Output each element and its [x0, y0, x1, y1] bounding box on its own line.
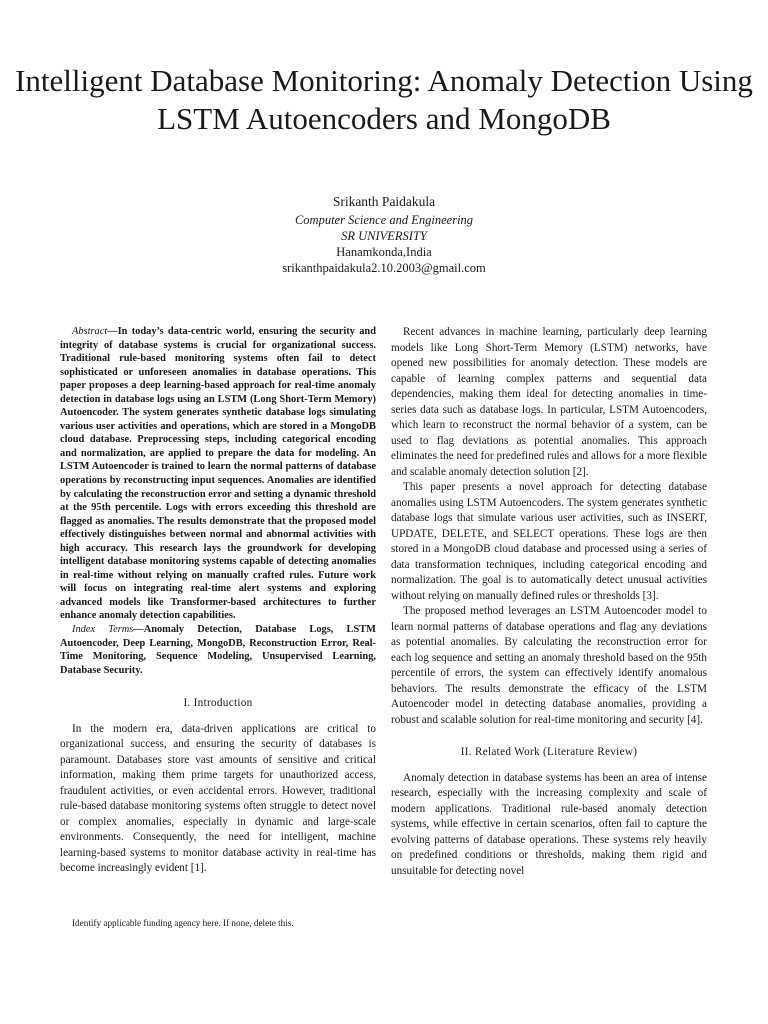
index-terms	[60, 623, 376, 677]
paper-title: Intelligent Database Monitoring: Anomaly Detection Using LSTM Autoencoders and MongoDB	[15, 63, 753, 136]
author-department: Computer Science and Engineering	[294, 213, 474, 227]
author-location: Hanamkonda,India	[336, 245, 432, 259]
abstract-label: Abstract	[72, 326, 108, 337]
index-terms-label: Index Terms	[72, 624, 134, 636]
introduction-paragraph-2: Recent advances in machine learning, particularly deep learning models like Long Short-Term Memory (LSTM) networks, have opened new possibilities for anomaly detection. These models are capable of learning complex patterns and sequential data dependencies, making them ideal for detecting anomalies in time-series data such as database logs. In particular, LSTM Autoencoders, which learn to reconstruct the normal behavior of a system, can be used to flag deviations as potential anomalies. This approach eliminates the need for predefined rules and allows for a more flexible and scalable anomaly detection solution [2].	[391, 326, 707, 478]
left-column	[60, 325, 376, 877]
author-email: srikanthpaidakula2.10.2003@gmail.com	[282, 261, 486, 275]
introduction-paragraph-3: This paper presents a novel approach for detecting database anomalies using LSTM Autoencoders. The system generates synthetic database logs that simulate various user activities, such as INSERT, UPDATE, DELETE, and SELECT operations. These logs are then stored in a MongoDB cloud database and processed using a series of data transformation techniques, including categorical encoding and normalization. The goal is to automatically detect unusual activities without relying on manually defined rules or thresholds [3].	[391, 481, 707, 602]
section-heading-introduction: I. Introduction	[183, 697, 253, 710]
right-column	[391, 325, 707, 879]
related-work-paragraph: Anomaly detection in database systems has been an area of intense research, especially with the increasing complexity and scale of modern applications. Traditional rule-based anomaly detection systems, while effective in certain scenarios, often fail to capture the evolving patterns of database operations. These systems rely heavily on predefined conditions or thresholds, making them rigid and unsuitable for detecting novel	[391, 771, 707, 877]
funding-footnote: Identify applicable funding agency here. If none, delete this.	[72, 918, 294, 928]
introduction-paragraph-4: The proposed method leverages an LSTM Autoencoder model to learn normal patterns of database operations and flag any deviations as potential anomalies. By calculating the reconstruction error for each log sequence and setting an anomaly threshold based on the 95th percentile of errors, the system can effectively identify anomalous behaviors. The results demonstrate the efficacy of the LSTM Autoencoder model in detecting database anomalies, providing a robust and scalable solution for real-time monitoring and security [4].	[391, 605, 707, 726]
section-heading-related-work: II. Related Work (Literature Review)	[460, 746, 638, 758]
abstract-text: —In today’s data-centric world, ensuring the security and integrity of database systems is crucial for organizational success. Traditional rule-based monitoring systems often fail to detect sophisticated or unforeseen anomalies in database operations. This paper proposes a deep learning-based approach for real-time anomaly detection in database logs using an LSTM (Long Short-Term Memory) Autoencoder. The system generates synthetic database logs simulating various user activities and operations, which are stored in a MongoDB cloud database. Preprocessing steps, including categorical encoding and normalization, are applied to prepare the data for modeling. An LSTM Autoencoder is trained to learn the normal patterns of database operations by reconstructing input sequences. Anomalies are identified by calculating the reconstruction error and setting a dynamic threshold at the 95th percentile. Logs with errors exceeding this threshold are flagged as anomalies. The results demonstrate that the proposed model effectively distinguishes between normal and abnormal activities with high accuracy. This research lays the groundwork for developing intelligent database monitoring systems capable of detecting anomalies in real-time without relying on manually crafted rules. Future work will focus on integrating real-time alert systems and exploring advanced models like Transformer-based architectures to further enhance anomaly detection capabilities.	[60, 326, 376, 622]
introduction-paragraph: In the modern era, data-driven applications are critical to organizational success, and ensuring the security of databases is paramount. Databases store vast amounts of sensitive and critical information, making them prime targets for unauthorized access, fraudulent activities, or even accidental errors. However, traditional rule-based database monitoring systems often struggle to detect novel or complex anomalies, especially in dynamic and large-scale environments. Consequently, the need for intelligent, machine learning-based systems to monitor database activity in real-time has become increasingly evident [1].	[60, 722, 376, 875]
index-terms-text: —Anomaly Detection, Database Logs, LSTM Autoencoder, Deep Learning, MongoDB, Reconstruction Error, Real-Time Monitoring, Sequence Modeling, Unsupervised Learning, Database Security.	[60, 624, 376, 676]
author-institution: SR UNIVERSITY	[341, 229, 427, 243]
abstract	[60, 325, 376, 623]
author-name: Srikanth Paidakula	[332, 194, 436, 209]
author-block	[0, 193, 768, 276]
